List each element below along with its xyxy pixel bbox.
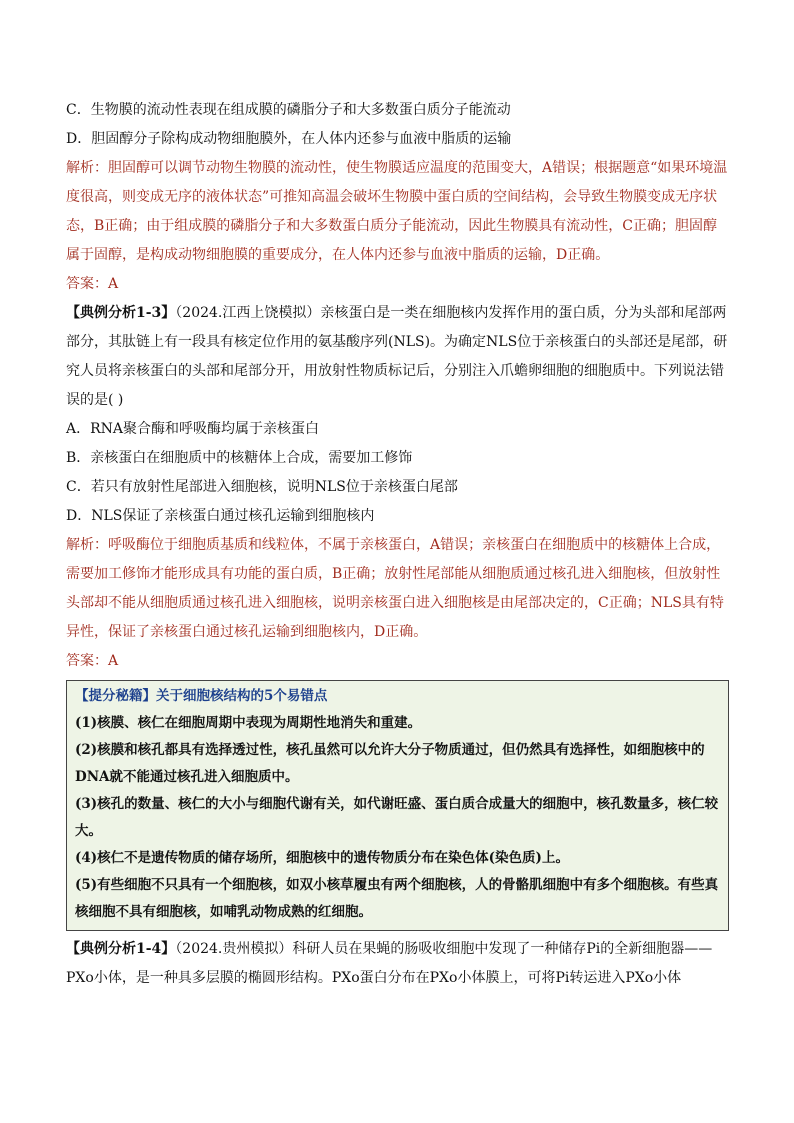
tip-item-5: (5)有些细胞不只具有一个细胞核，如双小核草履虫有两个细胞核，人的骨骼肌细胞中有多个细胞核。有些真核细胞不具有细胞核，如哺乳动物成熟的红细胞。 [75, 877, 719, 920]
option-a: A．RNA聚合酶和呼吸酶均属于亲核蛋白 [66, 421, 320, 437]
analysis-1-3: 解析：呼吸酶位于细胞质基质和线粒体，不属于亲核蛋白，A错误；亲核蛋白在细胞质中的核糖体上合成，需要加工修饰才能形成具有功能的蛋白质，B正确；放射性尾部能从细胞质通过核孔进入细胞核，但放射性头部却不能从细胞质通过核孔进入细胞核，说明亲核蛋白进入细胞核是由尾部决定的，C正确；NLS具有特异性，保证了亲核蛋白通过核孔运输到细胞核内，D正确。 [66, 537, 724, 640]
tip-box [66, 680, 729, 931]
question-1-3-text: （2024.江西上饶模拟）亲核蛋白是一类在细胞核内发挥作用的蛋白质，分为头部和尾部两部分，其肽链上有一段具有核定位作用的氨基酸序列(NLS)。为确定NLS位于亲核蛋白的头部还是尾部，研究人员将亲核蛋白的头部和尾部分开，用放射性物质标记后，分别注入爪蟾卵细胞的细胞质中。下列说法错误的是( ) [66, 305, 728, 408]
tip-title-text: 关于细胞核结构的5个易错点 [156, 688, 328, 704]
option-b: B．亲核蛋白在细胞质中的核糖体上合成，需要加工修饰 [66, 450, 413, 466]
tip-tag: 【提分秘籍】 [75, 688, 156, 704]
tip-item-2: (2)核膜和核孔都具有选择透过性，核孔虽然可以允许大分子物质通过，但仍然具有选择性，如细胞核中的DNA就不能通过核孔进入细胞质中。 [75, 742, 705, 785]
tip-item-1: (1)核膜、核仁在细胞周期中表现为周期性地消失和重建。 [75, 715, 422, 731]
tip-item-3: (3)核孔的数量、核仁的大小与细胞代谢有关，如代谢旺盛、蛋白质合成量大的细胞中，核孔数量多，核仁较大。 [75, 796, 719, 839]
question-1-4-tag: 【典例分析1-4】 [66, 941, 176, 957]
answer-1-3: 答案：A [66, 653, 119, 669]
question-1-3-tag: 【典例分析1-3】 [66, 305, 176, 321]
question-1-4-text: （2024.贵州模拟）科研人员在果蝇的肠吸收细胞中发现了一种储存Pi的全新细胞器——PXo小体，是一种具多层膜的椭圆形结构。PXo蛋白分布在PXo小体膜上，可将Pi转运进入PXo小体 [66, 941, 713, 986]
option-d: D．NLS保证了亲核蛋白通过核孔运输到细胞核内 [66, 508, 375, 524]
answer-1: 答案：A [66, 276, 119, 292]
option-d-prev: D．胆固醇分子除构成动物细胞膜外，在人体内还参与血液中脂质的运输 [66, 131, 512, 147]
tip-title [75, 683, 722, 710]
question-1-4 [66, 935, 729, 993]
option-c-prev: C．生物膜的流动性表现在组成膜的磷脂分子和大多数蛋白质分子能流动 [66, 102, 511, 118]
tip-item-4: (4)核仁不是遗传物质的储存场所，细胞核中的遗传物质分布在染色体(染色质)上。 [75, 850, 569, 866]
option-c: C．若只有放射性尾部进入细胞核，说明NLS位于亲核蛋白尾部 [66, 479, 458, 495]
analysis-1: 解析：胆固醇可以调节动物生物膜的流动性，使生物膜适应温度的范围变大，A错误；根据题意“如果环境温度很高，则变成无序的液体状态”可推知高温会破坏生物膜中蛋白质的空间结构，会导致生物膜变成无序状态，B正确；由于组成膜的磷脂分子和大多数蛋白质分子能流动，因此生物膜具有流动性，C正确；胆固醇属于固醇，是构成动物细胞膜的重要成分，在人体内还参与血液中脂质的运输，D正确。 [66, 160, 728, 263]
question-1-3 [66, 299, 729, 415]
document-page [66, 96, 729, 993]
